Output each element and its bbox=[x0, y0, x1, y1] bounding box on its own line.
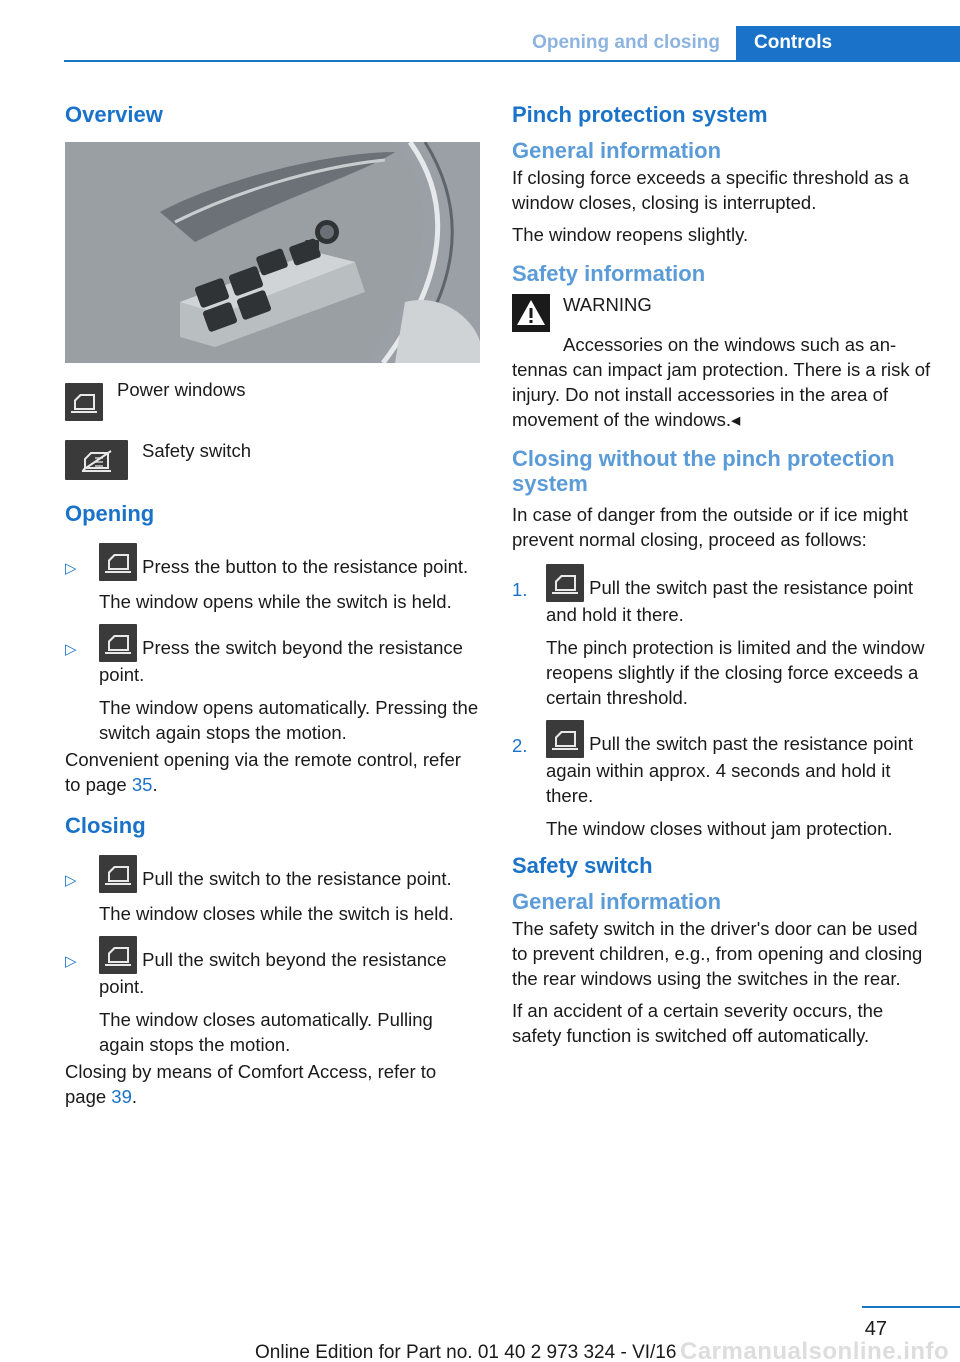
power-window-icon bbox=[99, 936, 137, 974]
closing-without-step-1-detail: The pinch protection is limited and the window reopens slightly if the closing force exceeds a certain threshold. bbox=[546, 637, 925, 708]
closing-heading: Closing bbox=[65, 813, 146, 838]
page-link-35[interactable]: 35 bbox=[131, 774, 153, 795]
safety-info-heading: Safety information bbox=[512, 261, 706, 286]
triangle-bullet-icon: ▷ bbox=[65, 560, 77, 577]
power-window-icon bbox=[99, 855, 137, 893]
triangle-bullet-icon: ▷ bbox=[65, 872, 77, 889]
opening-step-1-text: Press the button to the resistance point. bbox=[142, 556, 469, 577]
opening-step-1-detail: The window opens while the switch is held. bbox=[99, 591, 452, 612]
header-rule bbox=[64, 60, 960, 62]
page-number: 47 bbox=[864, 1318, 887, 1340]
closing-step-1-detail: The window closes while the switch is held. bbox=[99, 903, 454, 924]
closing-step-2-text: Pull the switch beyond the resistance point. bbox=[99, 949, 447, 997]
triangle-bullet-icon: ▷ bbox=[65, 641, 77, 658]
ss-general-p2: If an accident of a certain severity occurs, the safety function is switched off automatically. bbox=[512, 1000, 884, 1046]
closing-step-1-text: Pull the switch to the resistance point. bbox=[142, 868, 452, 889]
warning-text: Accessories on the windows such as antennas can impact jam protection. There is a risk of injury. Do not install accessories in the area of movement of the windows.◂ bbox=[512, 334, 931, 430]
door-panel-photo bbox=[65, 142, 480, 363]
left-column bbox=[65, 100, 481, 1116]
page-link-39[interactable]: 39 bbox=[111, 1086, 132, 1107]
pinch-protection-heading: Pinch protection system bbox=[512, 102, 768, 127]
closing-note bbox=[65, 1059, 481, 1109]
closing-without-step-1-text: Pull the switch past the resistance point and hold it there. bbox=[546, 577, 914, 625]
power-window-icon bbox=[65, 383, 103, 421]
opening-note-end: . bbox=[152, 774, 158, 795]
safety-switch-icon bbox=[65, 440, 128, 480]
opening-step-2 bbox=[65, 624, 481, 745]
header-chapter-tab[interactable]: Controls bbox=[736, 26, 960, 62]
footer-rule bbox=[862, 1306, 960, 1308]
opening-heading: Opening bbox=[65, 501, 155, 526]
power-window-icon bbox=[99, 543, 137, 581]
general-info-p1: If closing force exceeds a specific threshold as a window closes, closing is interrupted. bbox=[512, 167, 909, 213]
opening-step-1 bbox=[65, 543, 481, 614]
legend-power-windows-label: Power windows bbox=[117, 379, 246, 400]
overview-heading: Overview bbox=[65, 102, 163, 127]
power-window-icon bbox=[546, 564, 584, 602]
warning-block bbox=[512, 292, 932, 332]
closing-without-step-2-text: Pull the switch past the resistance point again within approx. 4 seconds and hold it there. bbox=[546, 733, 914, 806]
header-section-title: Opening and closing bbox=[532, 32, 720, 53]
closing-without-heading: Closing without the pinch protection system bbox=[512, 446, 895, 496]
legend-safety-switch bbox=[65, 440, 481, 480]
closing-without-step-1 bbox=[512, 564, 932, 710]
closing-step-2 bbox=[65, 936, 481, 1057]
closing-without-intro: In case of danger from the outside or if ice might prevent normal closing, proceed as follows: bbox=[512, 504, 908, 550]
opening-note-text: Convenient opening via the remote control, refer to page bbox=[65, 749, 461, 795]
ss-general-info-heading: General information bbox=[512, 889, 722, 914]
power-window-icon bbox=[99, 624, 137, 662]
safety-switch-heading: Safety switch bbox=[512, 853, 653, 878]
closing-step-2-detail: The window closes automatically. Pulling again stops the motion. bbox=[99, 1009, 433, 1055]
opening-step-2-detail: The window opens automatically. Pressing the switch again stops the motion. bbox=[99, 697, 479, 743]
closing-without-step-2-detail: The window closes without jam protection. bbox=[546, 818, 893, 839]
watermark-text: Carmanualsonline.info bbox=[680, 1338, 950, 1362]
closing-step-1 bbox=[65, 855, 481, 926]
warning-triangle-icon bbox=[512, 294, 550, 332]
opening-note bbox=[65, 747, 481, 797]
legend-safety-switch-label: Safety switch bbox=[142, 440, 251, 461]
ss-general-p1: The safety switch in the driver's door can be used to prevent children, e.g., from opening and closing the rear windows using the switches in the rear. bbox=[512, 918, 923, 989]
power-window-icon bbox=[546, 720, 584, 758]
closing-note-text: Closing by means of Comfort Access, refer to page bbox=[65, 1061, 437, 1107]
triangle-bullet-icon: ▷ bbox=[65, 953, 77, 970]
opening-step-2-text: Press the switch beyond the resistance point. bbox=[99, 637, 463, 685]
edition-text: Online Edition for Part no. 01 40 2 973 324 - VI/16 bbox=[255, 1342, 677, 1362]
legend-power-windows bbox=[65, 379, 481, 421]
general-info-heading: General information bbox=[512, 138, 722, 163]
right-column bbox=[512, 100, 932, 1055]
closing-note-end: . bbox=[131, 1086, 138, 1107]
general-info-p2: The window reopens slightly. bbox=[512, 224, 749, 245]
warning-label: WARNING bbox=[563, 294, 652, 315]
closing-without-step-2 bbox=[512, 720, 932, 841]
step-number: 2. bbox=[512, 735, 528, 756]
step-number: 1. bbox=[512, 579, 528, 600]
